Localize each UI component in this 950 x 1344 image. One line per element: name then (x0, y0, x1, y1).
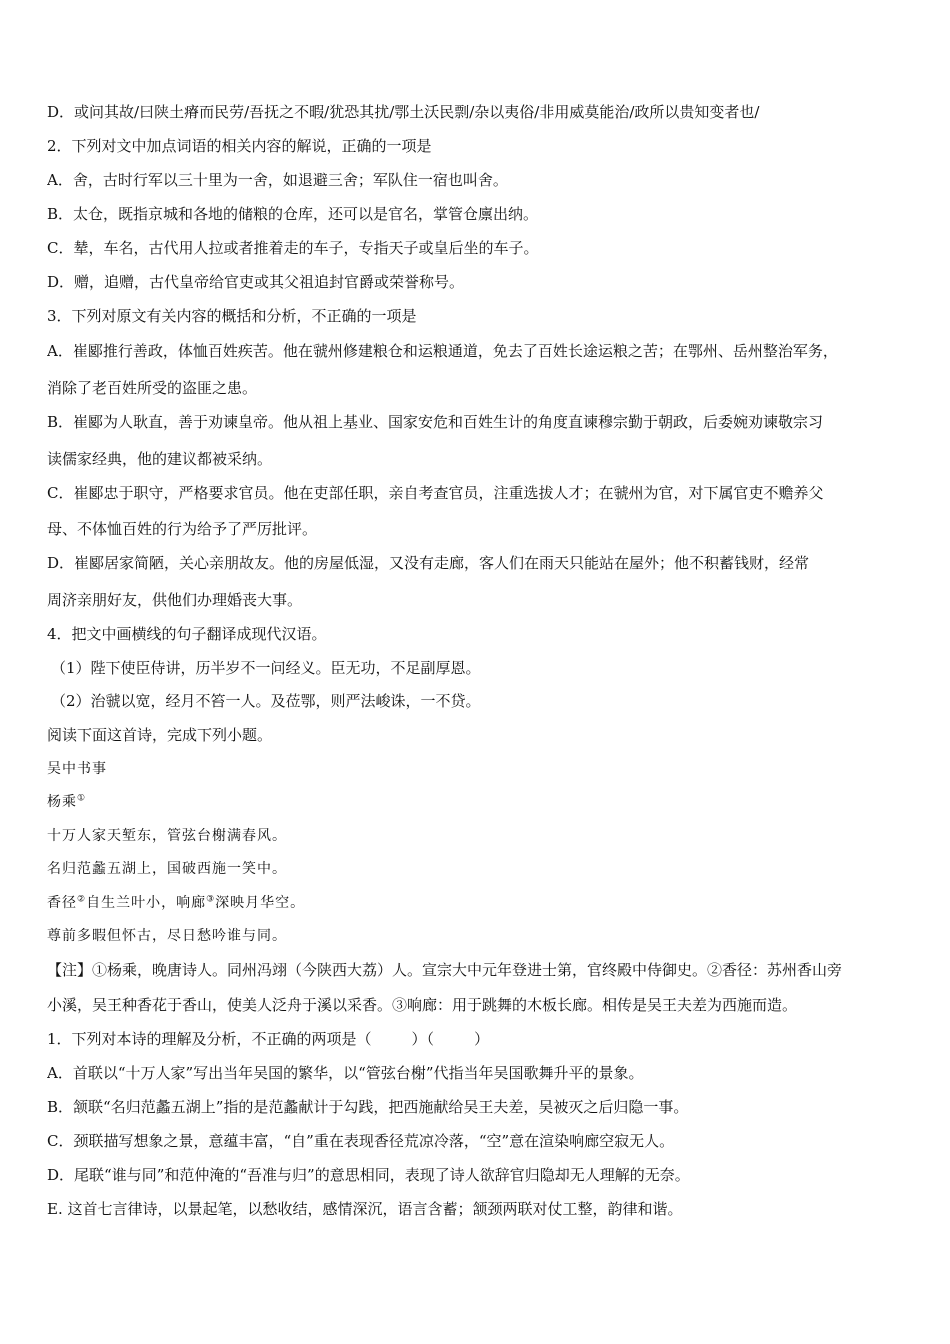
poem-option-d: D．尾联“谁与同”和范仲淹的“吾准与归”的意思相同，表现了诗人欲辞官归隐却无人理解的无奈。 (47, 1166, 690, 1184)
poem-author (47, 792, 917, 812)
option-d-punctuation: D．或问其故/曰陕土瘠而民劳/吾抚之不暇/犹恐其扰/鄂土沃民剽/杂以夷俗/非用威莫能治/政所以贵知变者也/ (47, 103, 760, 121)
poem-title: 吴中书事 (47, 761, 107, 777)
poem-notes-line1: 【注】①杨乘，晚唐诗人。同州冯翊（今陕西大荔）人。宣宗大中元年登进士第，官终殿中侍御史。②香径：苏州香山旁 (47, 961, 843, 979)
poem-instruction: 阅读下面这首诗，完成下列小题。 (47, 726, 273, 744)
q4-sentence-2: （2）治虢以宽，经月不笞一人。及莅鄂，则严法峻诛，一不贷。 (51, 692, 481, 710)
poem-notes-line2: 小溪，吴王种香花于香山，使美人泛舟于溪以采香。③响廊：用于跳舞的木板长廊。相传是吴王夫差为西施而造。 (47, 996, 798, 1014)
q3-option-c-line2: 母、不体恤百姓的行为给予了严厉批评。 (47, 520, 318, 538)
q2-option-a: A．舍，古时行军以三十里为一舍，如退避三舍；军队住一宿也叫舍。 (47, 171, 508, 189)
q2-option-b: B．太仓，既指京城和各地的储粮的仓库，还可以是官名，掌管仓廪出纳。 (47, 205, 539, 223)
q3-option-b-line1: B．崔郾为人耿直，善于劝谏皇帝。他从祖上基业、国家安危和百姓生计的角度直谏穆宗勤于朝政，后委婉劝谏敬宗习 (47, 413, 824, 431)
question-4-stem: 4．把文中画横线的句子翻译成现代汉语。 (47, 625, 327, 643)
poem-note-mark-3: ③ (206, 894, 216, 905)
poem-line-2: 名归范蠡五湖上，国破西施一笑中。 (47, 861, 287, 877)
q3-option-c-line1: C．崔郾忠于职守，严格要求官员。他在吏部任职，亲自考查官员，注重选拔人才；在虢州为官，对下属官吏不赡养父 (47, 484, 824, 502)
question-2-stem: 2．下列对文中加点词语的相关内容的解说，正确的一项是 (47, 137, 432, 155)
question-text: 1．下列对本诗的理解及分析，不正确的两项是（ (47, 1030, 372, 1048)
poem-line-3-part-a: 香径 (47, 895, 77, 911)
poem-author-name: 杨乘 (47, 794, 77, 810)
poem-option-a: A．首联以“十万人家”写出当年吴国的繁华，以“管弦台榭”代指当年吴国歌舞升平的景象。 (47, 1064, 644, 1082)
q2-option-c: C．辇，车名，古代用人拉或者推着走的车子，专指天子或皇后坐的车子。 (47, 239, 539, 257)
poem-question-1-stem (47, 1029, 917, 1049)
poem-author-note-mark: ① (77, 793, 87, 804)
q3-option-a-line2: 消除了老百姓所受的盗匪之患。 (47, 379, 258, 397)
q3-option-a-line1: A．崔郾推行善政，体恤百姓疾苦。他在虢州修建粮仓和运粮通道，免去了百姓长途运粮之苦；在鄂州、岳州整治军务， (47, 342, 838, 360)
poem-option-b: B．颔联“名归范蠡五湖上”指的是范蠡献计于勾践，把西施献给吴王夫差，吴被灭之后归隐一事。 (47, 1098, 689, 1116)
poem-line-3-part-b: 自生兰叶小，响廊 (86, 895, 207, 911)
poem-option-e: E. 这首七言律诗，以景起笔，以愁收结，感情深沉，语言含蓄；颔颈两联对仗工整，韵律和谐。 (47, 1200, 683, 1218)
poem-line-4: 尊前多暇但怀古，尽日愁吟谁与同。 (47, 928, 287, 944)
q3-option-d-line2: 周济亲朋好友，供他们办理婚丧大事。 (47, 591, 303, 609)
q4-sentence-1: （1）陛下使臣侍讲，历半岁不一问经义。臣无功，不足副厚恩。 (51, 659, 481, 677)
poem-note-mark-2: ② (77, 894, 87, 905)
poem-line-3-part-c: 深映月华空。 (215, 895, 306, 911)
question-3-stem: 3．下列对原文有关内容的概括和分析，不正确的一项是 (47, 307, 417, 325)
question-text-mid: ）（ (411, 1030, 435, 1048)
poem-option-c: C．颈联描写想象之景，意蕴丰富，“自”重在表现香径荒凉冷落，“空”意在渲染响廊空寂无人。 (47, 1132, 675, 1150)
q3-option-d-line1: D．崔郾居家简陋，关心亲朋故友。他的房屋低湿，又没有走廊，客人们在雨天只能站在屋外；他不积蓄钱财，经常 (47, 554, 810, 572)
question-text-end: ） (474, 1030, 490, 1048)
poem-line-1: 十万人家天堑东，管弦台榭满春风。 (47, 828, 287, 844)
q2-option-d: D．赠，追赠，古代皇帝给官吏或其父祖追封官爵或荣誉称号。 (47, 273, 465, 291)
poem-line-3 (47, 893, 917, 913)
q3-option-b-line2: 读儒家经典，他的建议都被采纳。 (47, 450, 273, 468)
